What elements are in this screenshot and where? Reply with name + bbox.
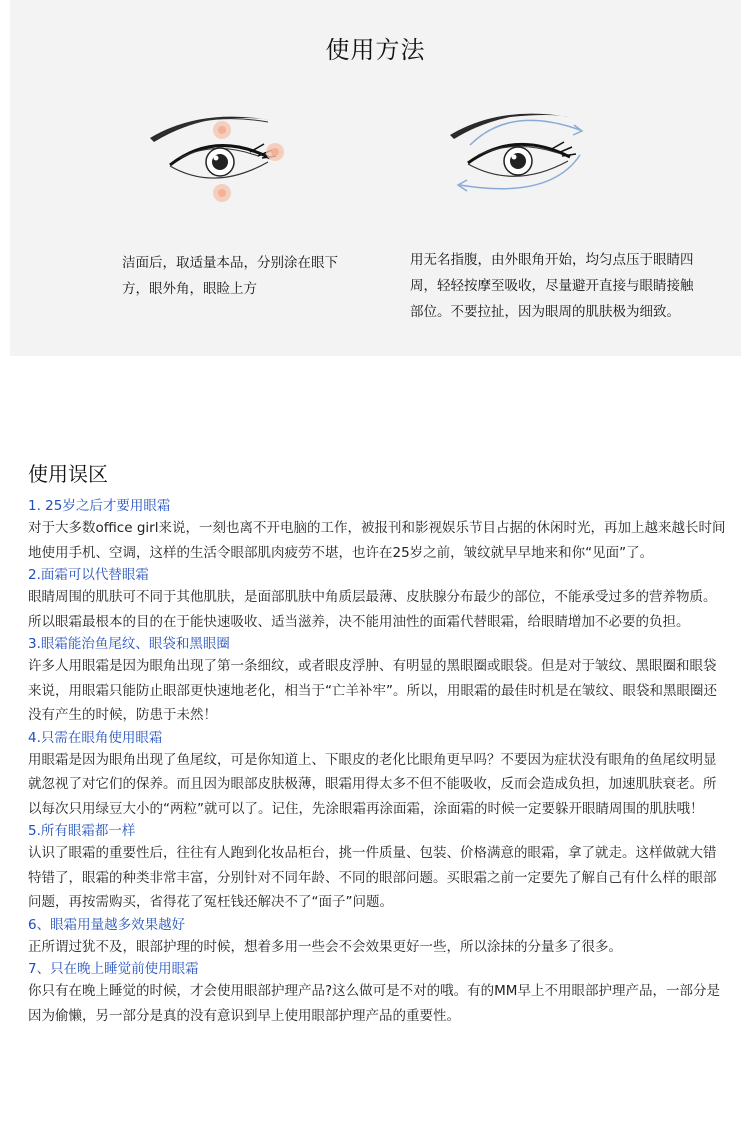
misuse-item-1 xyxy=(28,496,728,565)
misuse-item-heading: 5.所有眼霜都一样 xyxy=(28,823,136,839)
misuse-item-7 xyxy=(28,959,728,1028)
eye-application-points-icon xyxy=(140,100,300,210)
misuse-item-body: 正所谓过犹不及，眼部护理的时候，想着多用一些会不会效果更好一些，所以涂抹的分量多了很多。 xyxy=(28,938,622,955)
misuse-item-heading: 2.面霜可以代替眼霜 xyxy=(28,567,149,583)
misuse-item-body: 对于大多数office girl来说，一刻也离不开电脑的工作，被报刊和影视娱乐节目占据的休闲时光，再加上越来越长时间地使用手机、空调，这样的生活令眼部肌肉疲劳不堪，也许在25岁之前，皱纹就早早地来和你“见面”了。 xyxy=(28,520,726,561)
misuse-item-2 xyxy=(28,565,728,634)
misuse-item-heading: 7、只在晚上睡觉前使用眼霜 xyxy=(28,961,199,977)
step-1-text: 洁面后，取适量本品，分别涂在眼下方，眼外角，眼睑上方 xyxy=(122,255,338,297)
misuse-item-body: 眼睛周围的肌肤可不同于其他肌肤，是面部肌肤中角质层最薄、皮肤腺分布最少的部位，不能承受过多的营养物质。所以眼霜最根本的目的在于能快速吸收、适当滋养，决不能用油性的面霜代替眼霜，给眼睛增加不必要的负担。 xyxy=(28,589,717,630)
misuse-item-heading: 1. 25岁之后才要用眼霜 xyxy=(28,498,171,514)
misuse-list xyxy=(28,496,728,1028)
misuse-item-6 xyxy=(28,915,728,960)
misuse-item-body: 用眼霜是因为眼角出现了鱼尾纹，可是你知道上、下眼皮的老化比眼角更早吗？不要因为症状没有眼角的鱼尾纹明显就忽视了对它们的保养。而且因为眼部皮肤极薄，眼霜用得太多不但不能吸收，反而会造成负担，加速肌肤衰老。所以每次只用绿豆大小的“两粒”就可以了。记住，先涂眼霜再涂面霜，涂面霜的时候一定要躲开眼睛周围的肌肤哦！ xyxy=(28,751,717,817)
misuse-item-body: 你只有在晚上睡觉的时候，才会使用眼部护理产品?这么做可是不对的哦。有的MM早上不用眼部护理产品，一部分是因为偷懒，另一部分是真的没有意识到早上使用眼部护理产品的重要性。 xyxy=(28,983,720,1024)
step-2-text: 用无名指腹，由外眼角开始，均匀点压于眼睛四周，轻轻按摩至吸收，尽量避开直接与眼睛接触部位。不要拉扯，因为眼周的肌肤极为细致。 xyxy=(410,252,694,320)
misuse-item-heading: 4.只需在眼角使用眼霜 xyxy=(28,729,163,746)
misuse-item-5 xyxy=(28,821,728,915)
misuse-item-body: 认识了眼霜的重要性后，往往有人跑到化妆品柜台，挑一件质量、包装、价格满意的眼霜，拿了就走。这样做就大错特错了，眼霜的种类非常丰富，分别针对不同年龄、不同的眼部问题。买眼霜之前一定要先了解自己有什么样的眼部问题，再按需购买，省得花了冤枉钱还解决不了“面子”问题。 xyxy=(28,845,717,910)
misuse-item-4 xyxy=(28,728,728,822)
misuse-section-title: 使用误区 xyxy=(28,462,108,486)
misuse-item-body: 许多人用眼霜是因为眼角出现了第一条细纹，或者眼皮浮肿、有明显的黑眼圈或眼袋。但是对于皱纹、黑眼圈和眼袋来说，用眼霜只能防止眼部更快速地老化，相当于“亡羊补牢”。所以，用眼霜的最佳时机是在皱纹、眼袋和黑眼圈还没有产生的时候，防患于未然！ xyxy=(28,658,717,723)
eye-massage-direction-icon xyxy=(440,95,600,205)
misuse-item-heading: 6、眼霜用量越多效果越好 xyxy=(28,916,186,933)
usage-panel xyxy=(10,0,741,356)
misuse-item-heading: 3.眼霜能治鱼尾纹、眼袋和黑眼圈 xyxy=(28,636,230,652)
usage-title: 使用方法 xyxy=(325,36,426,64)
misuse-item-3 xyxy=(28,634,728,728)
